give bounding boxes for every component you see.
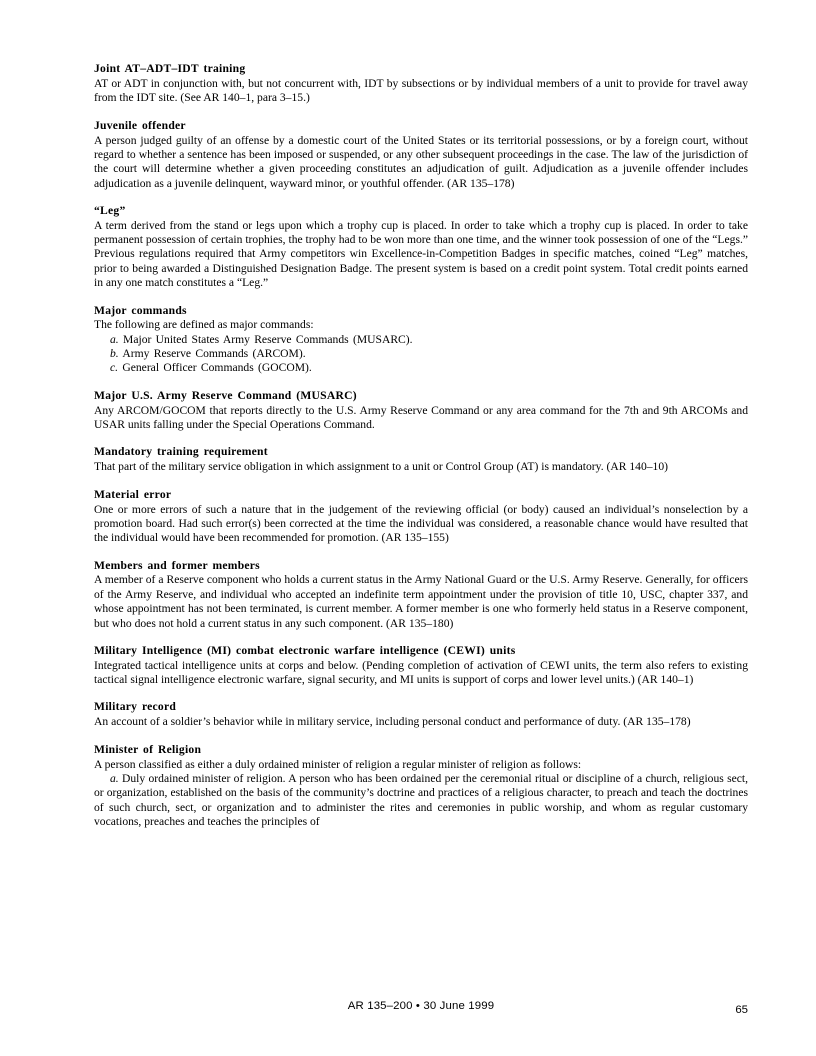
entry-definition: That part of the military service obligation in which assignment to a unit or Control Group (AT) is mandatory. (AR 140–10) xyxy=(94,460,668,474)
glossary-entry xyxy=(94,644,748,688)
list-item xyxy=(94,361,748,375)
list-item xyxy=(94,333,748,347)
list-item xyxy=(94,347,748,361)
page-number: 65 xyxy=(735,1004,748,1016)
entry-term: Mandatory training requirement xyxy=(94,445,268,459)
entry-definition: The following are defined as major commands: xyxy=(94,318,314,332)
entry-definition: Integrated tactical intelligence units at corps and below. (Pending completion of activation of CEWI units, the term also refers to existing tactical signal intelligence electronic warfare, signal security, and MI units is support of corps and lower level units.) (AR 140–1) xyxy=(94,658,748,687)
entry-definition: A person classified as either a duly ordained minister of religion a regular minister of religion as follows: xyxy=(94,757,582,771)
list-item-text: General Officer Commands (GOCOM). xyxy=(122,361,312,375)
entry-definition: One or more errors of such a nature that in the judgement of the reviewing official (or body) caused an individual’s nonselection by a promotion board. Had such error(s) been corrected at the time the individual was considered, a reasonable chance would have resulted that the individual would have been recommended for promotion. (AR 135–155) xyxy=(94,502,748,545)
sub-paragraph-marker: a. xyxy=(110,771,119,785)
glossary-entry xyxy=(94,62,748,106)
glossary-entry xyxy=(94,445,748,474)
list-marker: a. xyxy=(110,332,119,346)
page-content xyxy=(94,62,748,829)
glossary-entry xyxy=(94,204,748,291)
glossary-entry xyxy=(94,389,748,433)
list-marker: c. xyxy=(110,361,119,375)
entry-term: Minister of Religion xyxy=(94,742,202,756)
entry-definition: A member of a Reserve component who holds a current status in the Army National Guard or the U.S. Army Reserve. Generally, for officers of the Army Reserve, and individual who accepted an indefinite term appointment under the provision of title 10, USC, chapter 337, and whose appointment has not been terminated, is current member. A former member is one who formerly held status in a Reserve component, but who does not hold a current status in any such component. (AR 135–180) xyxy=(94,573,748,630)
list-item-text: Major United States Army Reserve Commands (MUSARC). xyxy=(123,332,413,346)
entry-definition: Any ARCOM/GOCOM that reports directly to the U.S. Army Reserve Command or any area command for the 7th and 9th ARCOMs and USAR units falling under the Special Operations Command. xyxy=(94,403,748,432)
entry-definition: A term derived from the stand or legs upon which a trophy cup is placed. In order to take which a trophy cup is placed. In order to take permanent possession of certain trophies, the trophy had to be won more than one time, and the winner took possession of one of the “Legs.” Previous regulations required that Army competitors win Excellence-in-Competition Badges in specific matches, coined “Leg” matches, prior to being awarded a Distinguished Designation Badge. The present system is based on a credit point system. Total credit points earned in any one match constitutes a “Leg.” xyxy=(94,218,748,290)
entry-definition: AT or ADT in conjunction with, but not concurrent with, IDT by subsections or by individual members of a unit to provide for travel away from the IDT site. (See AR 140–1, para 3–15.) xyxy=(94,76,748,105)
entry-term: Joint AT–ADT–IDT training xyxy=(94,62,246,75)
glossary-entry xyxy=(94,488,748,546)
entry-term: Major U.S. Army Reserve Command (MUSARC) xyxy=(94,388,357,402)
entry-term: Major commands xyxy=(94,303,187,317)
entry-sub-paragraph xyxy=(94,772,748,829)
glossary-entry xyxy=(94,743,748,830)
major-commands-list xyxy=(94,333,748,376)
footer-citation: AR 135–200 • 30 June 1999 xyxy=(347,1000,495,1012)
entry-term: Military record xyxy=(94,700,177,714)
sub-paragraph-text: Duly ordained minister of religion. A person who has been ordained per the ceremonial ritual or discipline of a church, religious sect, or organization, established on the basis of the community’s doctrine and practices of a religious character, to preach and teach the doctrines of such church, sect, or organization and to administer the rites and ceremonies in public worship, and whom as regular customary vocations, preaches and teaches the principles of xyxy=(94,771,748,828)
entry-term: Military Intelligence (MI) combat electronic warfare intelligence (CEWI) units xyxy=(94,643,516,657)
entry-term: Material error xyxy=(94,487,172,501)
page-footer xyxy=(94,1000,748,1018)
glossary-entry xyxy=(94,304,748,376)
entry-definition: An account of a soldier’s behavior while in military service, including personal conduct and performance of duty. (AR 135–178) xyxy=(94,715,691,729)
entry-definition: A person judged guilty of an offense by a domestic court of the United States or its territorial possessions, or by a foreign court, without regard to whether a sentence has been imposed or suspended, or any other subsequent proceedings in the case. The law of the jurisdiction of the court will determine whether a given proceeding constitutes an adjudication of guilt. Adjudication as a juvenile offender includes adjudication as a juvenile delinquent, wayward minor, or youthful offender. (AR 135–178) xyxy=(94,133,748,190)
glossary-entry xyxy=(94,700,748,729)
list-item-text: Army Reserve Commands (ARCOM). xyxy=(122,347,306,361)
list-marker: b. xyxy=(110,347,119,361)
entry-term: “Leg” xyxy=(94,203,126,217)
glossary-entry xyxy=(94,559,748,631)
entry-term: Members and former members xyxy=(94,558,260,572)
entry-term: Juvenile offender xyxy=(94,118,186,132)
glossary-entry xyxy=(94,119,748,191)
